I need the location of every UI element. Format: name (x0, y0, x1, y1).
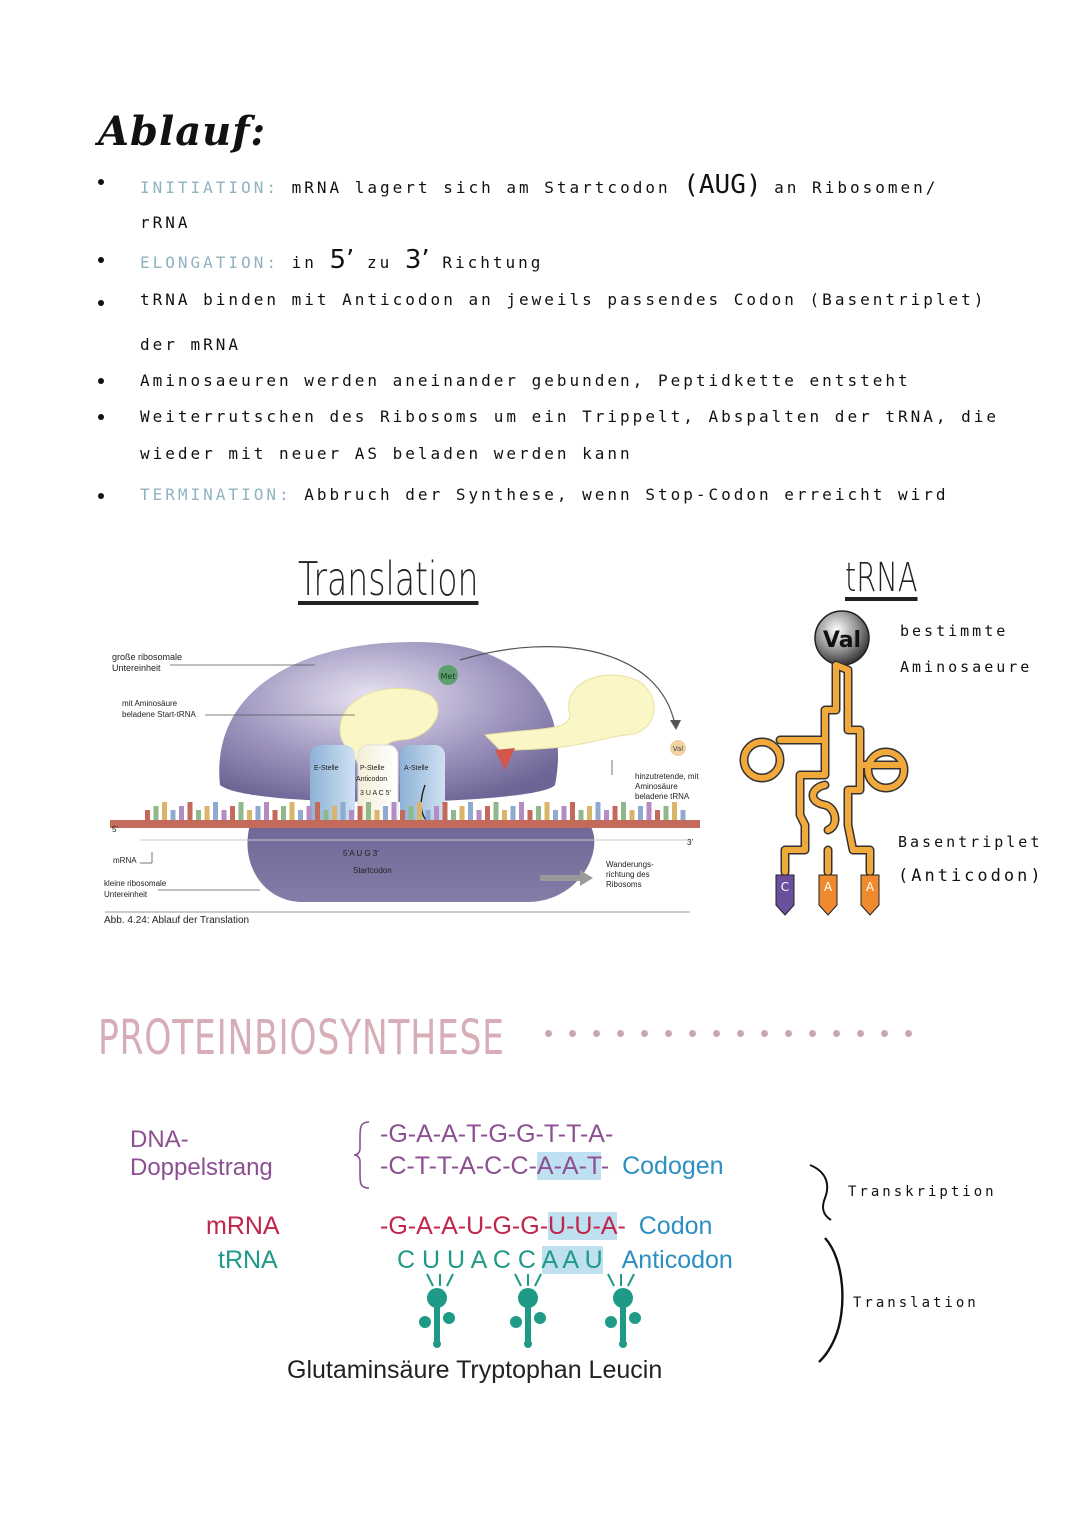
bullet-initiation (140, 170, 938, 200)
mrna-base-tick (519, 802, 524, 820)
mrna-base-tick (188, 802, 193, 820)
mrna-base-tick (196, 810, 201, 820)
mrna-base-tick (502, 810, 507, 820)
mrna-base-tick (655, 810, 660, 820)
mrna-base-tick (579, 810, 584, 820)
amino-acids-label: Glutaminsäure Tryptophan Leucin (287, 1356, 663, 1384)
mrna-strand (110, 820, 700, 828)
mrna-label: mRNA (206, 1212, 280, 1240)
label-p-site: P-Stelle (360, 765, 385, 772)
trna-icons (395, 1272, 665, 1352)
process-braces (805, 1160, 845, 1370)
figure-caption: Abb. 4.24: Ablauf der Translation (104, 915, 250, 926)
mrna-base-tick (162, 802, 167, 820)
translation-figure (100, 620, 700, 940)
mrna-base-tick (621, 802, 626, 820)
dna-bottom-part: -C-T-T-A-C-C- (380, 1152, 537, 1180)
elongation-keyword: ELONGATION: (140, 253, 279, 272)
trna-part: C U U A C C (397, 1246, 536, 1274)
mrna-base-tick (324, 810, 329, 820)
mrna-base-tick (383, 806, 388, 820)
mrna-base-tick (443, 802, 448, 820)
bullet-dot (98, 179, 104, 185)
mrna-base-tick (366, 802, 371, 820)
mrna-base-tick (477, 810, 482, 820)
small-subunit-shape (247, 825, 594, 902)
bullet-termination (140, 485, 949, 504)
svg-text:C: C (780, 880, 790, 894)
mrna-base-tick (613, 806, 618, 820)
label-anticodon-bases: 3 U A C 5’ (360, 790, 392, 797)
mrna-base-tick (681, 810, 686, 820)
proteinbiosynthese-title: PROTEINBIOSYNTHESE (98, 1010, 505, 1066)
trna-label: tRNA (218, 1246, 278, 1274)
trna-highlight: A A U (541, 1246, 603, 1274)
label-large-subunit: große ribosomale Untereinheit (112, 652, 183, 673)
mrna-base-tick (290, 802, 295, 820)
mrna-base-tick (358, 806, 363, 820)
weiter-continued: wieder mit neuer AS beladen werden kann (140, 444, 633, 463)
mrna-base-tick (570, 802, 575, 820)
codon-label: Codon (638, 1212, 713, 1240)
termination-keyword: TERMINATION: (140, 485, 292, 504)
elongation-richtung: Richtung (442, 253, 544, 272)
mrna-base-tick (171, 810, 176, 820)
svg-text:A: A (865, 880, 875, 894)
mrna-base-tick (604, 810, 609, 820)
trna-continued: der mRNA (140, 335, 242, 354)
label-three-prime: 3’ (687, 838, 694, 847)
mrna-base-tick (553, 810, 558, 820)
dna-brace (352, 1120, 372, 1190)
mrna-base-tick (468, 802, 473, 820)
bullet-weiter: Weiterrutschen des Ribosoms um ein Trippelt, Abspalten der tRNA, die (140, 407, 1000, 426)
bullet-elongation (140, 245, 543, 275)
termination-text: Abbruch der Synthese, wenn Stop-Codon erreicht wird (304, 485, 949, 504)
decorative-dots (545, 1030, 912, 1037)
bullet-trna (140, 290, 986, 309)
elongation-zu: zu (366, 253, 393, 272)
label-direction: Wanderungs- richtung des Ribosoms (606, 860, 654, 889)
mrna-highlight: U-U-A (548, 1212, 618, 1240)
mrna-end: - (617, 1212, 626, 1240)
dna-bottom-strand (380, 1152, 724, 1181)
label-five-prime: 5’ (112, 825, 119, 834)
mrna-base-tick (179, 806, 184, 820)
mrna-base-tick (298, 810, 303, 820)
dna-label-line2: Doppelstrang (130, 1154, 273, 1181)
trna-note-1b: Aminosaeure (900, 658, 1033, 676)
bullet-dot (98, 414, 104, 420)
mrna-base-tick (451, 810, 456, 820)
mrna-base-tick (213, 802, 218, 820)
bullet-dot (98, 257, 104, 263)
transkription-label: Transkription (848, 1184, 997, 1200)
mrna-base-tick (264, 802, 269, 820)
trna-note-2a: Basentriplet (898, 833, 1043, 851)
label-incoming-trna: hinzutretende, mit Aminosäure beladene tRNA (635, 772, 699, 801)
mrna-base-tick (239, 802, 244, 820)
dna-label (130, 1126, 273, 1182)
mrna-base-tick (536, 806, 541, 820)
label-start-trna: mit Aminosäure beladene Start-tRNA (122, 699, 196, 719)
elongation-5prime: 5’ (329, 245, 355, 275)
codogen-label: Codogen (622, 1152, 724, 1180)
initiation-text: mRNA lagert sich am Startcodon (291, 178, 671, 197)
mrna-base-tick (587, 806, 592, 820)
mrna-base-tick (273, 810, 278, 820)
translation-label: Translation (853, 1295, 979, 1311)
mrna-strand-seq (380, 1212, 712, 1241)
elongation-in: in (291, 253, 317, 272)
mrna-base-tick (154, 806, 159, 820)
mrna-base-tick (511, 806, 516, 820)
mrna-base-tick (545, 802, 550, 820)
mrna-base-tick (307, 806, 312, 820)
trna-text: tRNA binden mit Anticodon an jeweils passendes Codon (140, 290, 797, 309)
label-small-subunit: kleine ribosomale Untereinheit (104, 879, 167, 899)
svg-text:A: A (823, 880, 833, 894)
mrna-base-tick (664, 806, 669, 820)
trna-note-1a: bestimmte (900, 622, 1009, 640)
mrna-base-tick (417, 802, 422, 820)
label-a-site: A-Stelle (404, 765, 429, 772)
initiation-aug: (AUG) (683, 170, 762, 200)
mrna-base-tick (596, 802, 601, 820)
initiation-text2: an Ribosomen/ (774, 178, 939, 197)
mrna-base-tick (375, 810, 380, 820)
mrna-base-tick (562, 806, 567, 820)
mrna-base-tick (672, 802, 677, 820)
mrna-base-tick (638, 806, 643, 820)
label-e-site: E-Stelle (314, 765, 339, 772)
mrna-base-tick (205, 806, 210, 820)
mrna-base-tick (400, 810, 405, 820)
mrna-base-tick (494, 802, 499, 820)
mrna-base-tick (315, 802, 320, 820)
translation-title: Translation (298, 552, 479, 606)
label-anticodon: Anticodon (356, 776, 388, 783)
elongation-3prime: 3’ (404, 245, 430, 275)
bullet-amino: Aminosaeuren werden aneinander gebunden, Peptidkette entsteht (140, 371, 911, 390)
mrna-base-tick (222, 810, 227, 820)
mrna-base-tick (341, 802, 346, 820)
mrna-base-tick (332, 806, 337, 820)
mrna-base-tick (630, 810, 635, 820)
initiation-keyword: INITIATION: (140, 178, 279, 197)
mrna-base-tick (434, 806, 439, 820)
initiation-continued: rRNA (140, 213, 191, 232)
mrna-base-tick (647, 802, 652, 820)
trna-paren: (Basentriplet) (809, 290, 987, 309)
trna-note-2b: (Anticodon) (898, 866, 1044, 886)
svg-text:Val: Val (822, 628, 862, 653)
bullet-dot (98, 378, 104, 384)
trna-title: tRNA (845, 555, 918, 601)
mrna-base-tick (247, 810, 252, 820)
mrna-base-tick (460, 806, 465, 820)
mrna-base-tick (349, 810, 354, 820)
mrna-base-tick (230, 806, 235, 820)
label-startcodon: Startcodon (353, 866, 392, 875)
mrna-base-tick (485, 806, 490, 820)
mrna-base-tick (392, 802, 397, 820)
bullet-dot (98, 493, 104, 499)
mrna-base-tick (145, 810, 150, 820)
svg-text:Val: Val (672, 745, 684, 753)
svg-text:Met: Met (440, 672, 456, 681)
dna-bottom-highlight: A-A-T (536, 1152, 601, 1180)
anticodon-label: Anticodon (621, 1246, 733, 1274)
dna-top-strand: -G-A-A-T-G-G-T-T-A- (380, 1120, 614, 1148)
dna-label-line1: DNA- (130, 1126, 189, 1153)
mrna-base-tick (426, 810, 431, 820)
mrna-base-tick (281, 806, 286, 820)
trna-strand-seq (397, 1246, 733, 1275)
mrna-base-tick (256, 806, 261, 820)
mrna-base-tick (409, 806, 414, 820)
label-codon-bases: 5’A U G 3’ (343, 849, 380, 858)
page-heading: Ablauf: (98, 108, 267, 155)
mrna-part: -G-A-A-U-G-G- (380, 1212, 549, 1240)
dna-bottom-end: - (600, 1152, 610, 1180)
bullet-dot (98, 300, 104, 306)
label-mrna: mRNA (113, 856, 137, 865)
mrna-base-tick (528, 810, 533, 820)
